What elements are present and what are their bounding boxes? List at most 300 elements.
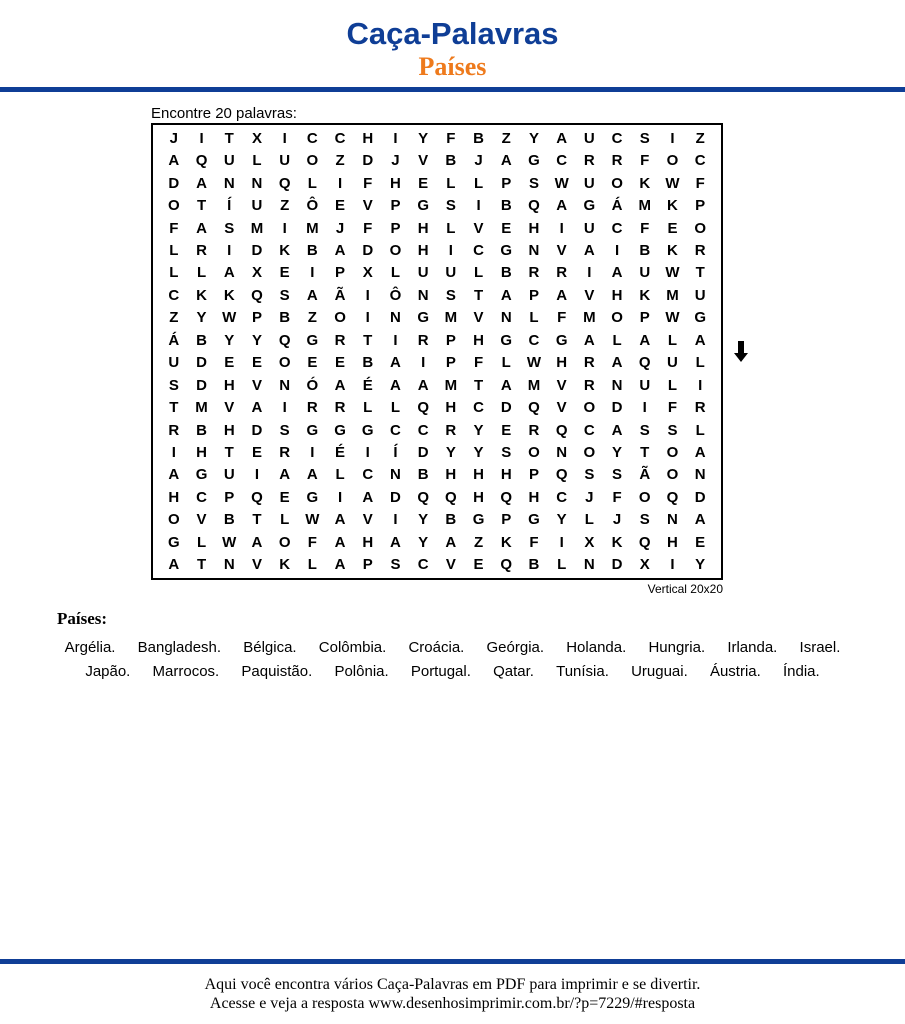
grid-letter: H	[473, 488, 484, 506]
grid-letter: G	[528, 511, 540, 529]
grid-letter: Z	[473, 533, 484, 551]
grid-letter: P	[528, 466, 539, 484]
grid-letter: V	[556, 399, 567, 417]
grid-letter: N	[611, 376, 623, 394]
grid-letter: F	[446, 129, 456, 147]
grid-letter: L	[473, 174, 484, 192]
grid-letter: G	[195, 466, 208, 484]
grid-letter: L	[363, 399, 373, 417]
word-item: Índia.	[782, 663, 820, 680]
grid-letter: P	[501, 511, 512, 529]
grid-letter: U	[251, 197, 263, 215]
grid-letter: Q	[195, 152, 208, 170]
grid-letter: A	[611, 264, 623, 282]
grid-letter: N	[251, 174, 263, 192]
grid-letter: K	[667, 197, 678, 215]
grid-letter: O	[611, 309, 623, 327]
word-item: Tunísia.	[556, 663, 609, 680]
grid-letter: I	[614, 241, 620, 259]
grid-letter: Q	[638, 354, 651, 372]
grid-letter: W	[665, 309, 680, 327]
grid-letter: L	[390, 399, 401, 417]
grid-letter: B	[306, 241, 318, 259]
grid-letter: I	[310, 264, 315, 282]
grid-letter: H	[362, 533, 374, 551]
grid-letter: T	[224, 129, 234, 147]
grid-letter: A	[611, 354, 623, 372]
grid-letter: Á	[611, 197, 623, 215]
grid-letter: G	[334, 421, 346, 439]
grid-letter: S	[528, 174, 539, 192]
grid-letter: Q	[251, 488, 263, 506]
grid-letter: Y	[251, 331, 262, 349]
grid-letter: X	[639, 556, 650, 574]
grid-letter: N	[667, 511, 678, 529]
grid-letter: G	[306, 421, 319, 439]
grid-letter: C	[306, 129, 318, 147]
grid-letter: A	[556, 197, 568, 215]
grid-letter: T	[695, 264, 705, 282]
grid-letter: I	[559, 219, 564, 237]
grid-letter: W	[665, 264, 680, 282]
grid-letter: O	[666, 152, 679, 170]
grid-letter: R	[168, 421, 180, 439]
grid-letter: N	[279, 376, 291, 394]
grid-letter: W	[554, 174, 569, 192]
word-item: Qatar.	[493, 663, 534, 680]
grid-letter: B	[362, 354, 374, 372]
grid-letter: L	[307, 174, 317, 192]
grid-letter: C	[334, 129, 346, 147]
word-list-heading: Países:	[57, 609, 108, 628]
grid-letter: C	[611, 219, 623, 237]
grid-letter: U	[223, 152, 235, 170]
grid-letter: W	[305, 511, 320, 529]
grid-letter: H	[528, 219, 540, 237]
grid-letter: Y	[224, 331, 235, 349]
grid-letter: E	[695, 533, 706, 551]
grid-letter: N	[390, 466, 401, 484]
grid-letter: J	[391, 152, 400, 170]
word-item: Holanda.	[566, 639, 627, 656]
grid-letter: A	[583, 331, 595, 349]
grid-letter: A	[196, 174, 207, 192]
grid-letter: Ó	[306, 376, 319, 394]
grid-letter: C	[362, 466, 374, 484]
grid-letter: S	[584, 466, 595, 484]
grid-letter: F	[695, 174, 705, 192]
grid-letter: O	[278, 354, 291, 372]
grid-letter: O	[694, 219, 706, 237]
grid-letter: K	[500, 533, 512, 551]
word-item: Áustria.	[709, 663, 761, 680]
grid-letter: A	[500, 152, 512, 170]
word-item: Irlanda.	[727, 639, 778, 656]
grid-letter: T	[224, 444, 234, 462]
grid-letter: H	[611, 286, 623, 304]
grid-letter: W	[526, 354, 542, 372]
grid-letter: F	[473, 354, 484, 372]
grid-letter: N	[556, 444, 568, 462]
grid-letter: U	[279, 152, 291, 170]
grid-letter: L	[169, 264, 179, 282]
grid-letter: G	[694, 309, 706, 327]
grid-letter: Q	[528, 399, 540, 417]
grid-letter: O	[389, 241, 402, 259]
grid-letter: Q	[445, 488, 457, 506]
grid-letter: M	[527, 376, 541, 394]
grid-letter: L	[169, 241, 179, 259]
grid-letter: K	[667, 241, 678, 259]
grid-letter: P	[639, 309, 650, 327]
grid-letter: Y	[418, 533, 429, 551]
word-item: Colômbia.	[318, 639, 387, 656]
word-item: Bélgica.	[243, 639, 297, 656]
grid-letter: H	[528, 488, 540, 506]
grid-letter: L	[307, 556, 317, 574]
grid-letter: L	[695, 421, 705, 439]
grid-letter: G	[417, 309, 429, 327]
grid-letter: A	[390, 533, 401, 551]
grid-letter: L	[501, 354, 511, 372]
grid-letter: T	[196, 556, 207, 574]
grid-letter: R	[196, 241, 207, 259]
grid-letter: V	[473, 309, 484, 327]
grid-letter: E	[279, 488, 290, 506]
grid-letter: R	[334, 331, 346, 349]
grid-letter: B	[417, 466, 429, 484]
grid-letter: J	[169, 129, 179, 147]
grid-letter: C	[611, 129, 623, 147]
grid-letter: R	[583, 354, 595, 372]
grid-letter: M	[195, 399, 208, 417]
grid-letter: A	[639, 331, 651, 349]
grid-letter: M	[250, 219, 264, 237]
grid-letter: I	[227, 241, 232, 259]
grid-letter: A	[168, 466, 180, 484]
grid-letter: D	[417, 444, 429, 462]
letter-grid	[151, 123, 723, 580]
grid-letter: A	[334, 376, 346, 394]
grid-letter: F	[363, 219, 373, 237]
grid-letter: O	[583, 399, 596, 417]
grid-letter: I	[670, 129, 675, 147]
grid-letter: A	[223, 264, 235, 282]
grid-letter: B	[445, 511, 457, 529]
grid-letter: K	[611, 533, 623, 551]
grid-letter: I	[365, 286, 370, 304]
grid-letter: H	[473, 466, 484, 484]
grid-letter: Z	[307, 309, 317, 327]
grid-letter: P	[695, 197, 706, 215]
grid-letter: I	[670, 556, 675, 574]
grid-letter: I	[199, 129, 204, 147]
grid-letter: G	[555, 331, 568, 349]
grid-letter: Q	[555, 421, 568, 439]
grid-letter: N	[528, 241, 540, 259]
grid-letter: Q	[500, 488, 513, 506]
grid-letter: W	[665, 174, 680, 192]
grid-letter: O	[638, 488, 651, 506]
grid-letter: H	[667, 533, 678, 551]
grid-letter: Q	[278, 331, 291, 349]
grid-letter: I	[337, 174, 343, 192]
grid-letter: S	[279, 421, 290, 439]
grid-letter: G	[306, 331, 319, 349]
grid-letter: W	[222, 309, 237, 327]
grid-letter: W	[222, 533, 237, 551]
grid-letter: R	[279, 444, 291, 462]
grid-letter: F	[640, 152, 650, 170]
grid-letter: G	[361, 421, 374, 439]
grid-letter: I	[365, 444, 370, 462]
grid-letter: Z	[169, 309, 179, 327]
grid-letter: I	[421, 354, 426, 372]
grid-letter: E	[501, 421, 512, 439]
grid-letter: Y	[418, 129, 429, 147]
grid-letter: Á	[168, 331, 180, 349]
grid-letter: C	[390, 421, 401, 439]
grid-letter: Y	[418, 511, 429, 529]
grid-letter: A	[196, 219, 207, 237]
grid-letter: I	[476, 197, 481, 215]
grid-letter: E	[279, 264, 290, 282]
grid-letter: E	[418, 174, 429, 192]
grid-letter: H	[445, 466, 457, 484]
grid-letter: A	[334, 241, 346, 259]
grid-letter: Z	[280, 197, 290, 215]
grid-letter: L	[252, 152, 262, 170]
bottom-divider	[0, 959, 905, 964]
grid-letter: R	[334, 399, 346, 417]
grid-letter: U	[583, 174, 595, 192]
grid-letter: C	[417, 556, 429, 574]
puzzle-instruction: Encontre 20 palavras:	[151, 105, 297, 122]
grid-letter: G	[472, 511, 485, 529]
grid-letter: M	[444, 309, 458, 327]
grid-letter: Í	[393, 444, 398, 462]
grid-letter: Q	[638, 533, 651, 551]
grid-letter: M	[638, 197, 651, 215]
grid-letter: B	[223, 511, 235, 529]
grid-letter: K	[279, 556, 291, 574]
grid-letter: J	[474, 152, 483, 170]
grid-letter: B	[445, 152, 457, 170]
grid-letter: H	[556, 354, 568, 372]
grid-letter: C	[556, 152, 568, 170]
grid-letter: I	[365, 309, 370, 327]
grid-letter: L	[446, 219, 456, 237]
grid-letter: S	[279, 286, 290, 304]
grid-letter: C	[556, 488, 568, 506]
grid-letter: D	[362, 241, 374, 259]
grid-letter: M	[444, 376, 458, 394]
grid-letter: A	[168, 152, 180, 170]
grid-letter: S	[639, 511, 650, 529]
grid-letter: L	[667, 331, 678, 349]
grid-letter: O	[278, 533, 291, 551]
grid-letter: T	[640, 444, 650, 462]
grid-letter: I	[559, 533, 564, 551]
grid-letter: H	[223, 376, 235, 394]
grid-letter: D	[694, 488, 706, 506]
grid-letter: F	[529, 533, 539, 551]
grid-letter: L	[529, 309, 539, 327]
grid-letter: V	[584, 286, 595, 304]
grid-letter: A	[334, 556, 346, 574]
grid-letter: Y	[473, 444, 484, 462]
grid-letter: Z	[335, 152, 345, 170]
grid-letter: C	[473, 241, 484, 259]
grid-letter: U	[639, 264, 651, 282]
grid-letter: Q	[278, 174, 291, 192]
grid-letter: D	[500, 399, 512, 417]
grid-letter: R	[583, 152, 595, 170]
grid-letter: S	[639, 421, 650, 439]
grid-letter: C	[694, 152, 706, 170]
grid-letter: U	[639, 376, 651, 394]
grid-letter: L	[584, 511, 594, 529]
grid-letter: V	[224, 399, 235, 417]
grid-letter: T	[473, 286, 484, 304]
word-item: Paquistão.	[241, 663, 313, 680]
grid-letter: C	[473, 399, 484, 417]
grid-letter: A	[390, 376, 401, 394]
grid-letter: A	[500, 286, 512, 304]
grid-letter: A	[168, 556, 180, 574]
grid-letter: D	[390, 488, 401, 506]
grid-letter: K	[639, 286, 651, 304]
grid-letter: I	[254, 466, 260, 484]
word-item: Israel.	[799, 639, 841, 656]
grid-letter: S	[501, 444, 512, 462]
word-item: Argélia.	[64, 639, 116, 656]
grid-letter: I	[448, 241, 453, 259]
grid-letter: O	[583, 444, 596, 462]
word-item: Croácia.	[408, 639, 465, 656]
grid-letter: S	[445, 197, 456, 215]
grid-letter: L	[335, 466, 345, 484]
grid-letter: A	[334, 511, 346, 529]
grid-letter: D	[251, 241, 263, 259]
grid-letter: A	[251, 533, 263, 551]
grid-letter: H	[417, 219, 429, 237]
grid-letter: A	[362, 488, 374, 506]
grid-letter: I	[337, 488, 343, 506]
grid-letter: L	[390, 264, 401, 282]
grid-letter: R	[694, 241, 706, 259]
grid-letter: I	[282, 219, 287, 237]
grid-letter: S	[224, 219, 235, 237]
grid-letter: Q	[417, 399, 429, 417]
grid-letter: G	[417, 197, 429, 215]
grid-letter: V	[556, 241, 567, 259]
grid-letter: P	[528, 286, 539, 304]
grid-letter: P	[224, 488, 235, 506]
grid-letter: B	[473, 129, 484, 147]
grid-letter: D	[611, 556, 623, 574]
grid-letter: I	[393, 511, 398, 529]
grid-letter: O	[666, 444, 679, 462]
grid-letter: I	[642, 399, 647, 417]
grid-letter: I	[310, 444, 315, 462]
grid-letter: C	[528, 331, 540, 349]
grid-letter: G	[306, 488, 319, 506]
grid-letter: B	[500, 264, 512, 282]
grid-letter: D	[196, 354, 207, 372]
grid-letter: U	[445, 264, 457, 282]
grid-letter: C	[417, 421, 429, 439]
grid-letter: L	[446, 174, 456, 192]
grid-letter: H	[500, 466, 512, 484]
grid-letter: P	[445, 331, 456, 349]
grid-letter: X	[362, 264, 373, 282]
grid-size-label: Vertical 20x20	[647, 582, 723, 596]
grid-letter: V	[445, 556, 456, 574]
grid-letter: N	[223, 556, 235, 574]
grid-letter: A	[556, 129, 568, 147]
grid-letter: Q	[555, 466, 568, 484]
grid-letter: É	[362, 376, 373, 394]
grid-letter: N	[417, 286, 429, 304]
word-list	[40, 636, 865, 684]
grid-letter: B	[639, 241, 651, 259]
grid-letter: L	[557, 556, 567, 574]
grid-letter: H	[473, 331, 484, 349]
grid-letter: R	[611, 152, 623, 170]
grid-letter: O	[528, 444, 540, 462]
grid-letter: Ã	[334, 286, 346, 304]
grid-letter: R	[556, 264, 568, 282]
grid-letter: G	[168, 533, 180, 551]
grid-letter: N	[583, 556, 595, 574]
grid-letter: F	[363, 174, 373, 192]
grid-letter: E	[667, 219, 678, 237]
grid-letter: Ô	[306, 197, 319, 215]
grid-letter: X	[251, 129, 262, 147]
grid-letter: A	[694, 331, 706, 349]
grid-letter: G	[583, 197, 596, 215]
grid-letter: P	[251, 309, 262, 327]
grid-letter: R	[528, 264, 540, 282]
grid-letter: A	[583, 241, 595, 259]
grid-letter: A	[611, 421, 623, 439]
grid-letter: V	[251, 376, 262, 394]
grid-letter: P	[390, 219, 401, 237]
grid-letter: M	[306, 219, 319, 237]
word-item: Geórgia.	[486, 639, 545, 656]
grid-letter: U	[168, 354, 180, 372]
word-item: Marrocos.	[152, 663, 220, 680]
grid-letter: L	[280, 511, 290, 529]
grid-letter: H	[390, 174, 401, 192]
grid-letter: L	[196, 533, 207, 551]
grid-letter: Í	[227, 197, 232, 215]
page-subtitle: Países	[418, 52, 487, 81]
grid-letter: M	[583, 309, 596, 327]
grid-letter: U	[417, 264, 429, 282]
grid-letter: K	[279, 241, 291, 259]
grid-letter: N	[694, 466, 706, 484]
grid-letter: H	[417, 241, 429, 259]
grid-letter: Z	[695, 129, 705, 147]
grid-letter: R	[445, 421, 457, 439]
top-divider	[0, 87, 905, 92]
grid-letter: P	[445, 354, 456, 372]
grid-letter: A	[445, 533, 457, 551]
word-item: Portugal.	[410, 663, 471, 680]
grid-letter: I	[587, 264, 592, 282]
